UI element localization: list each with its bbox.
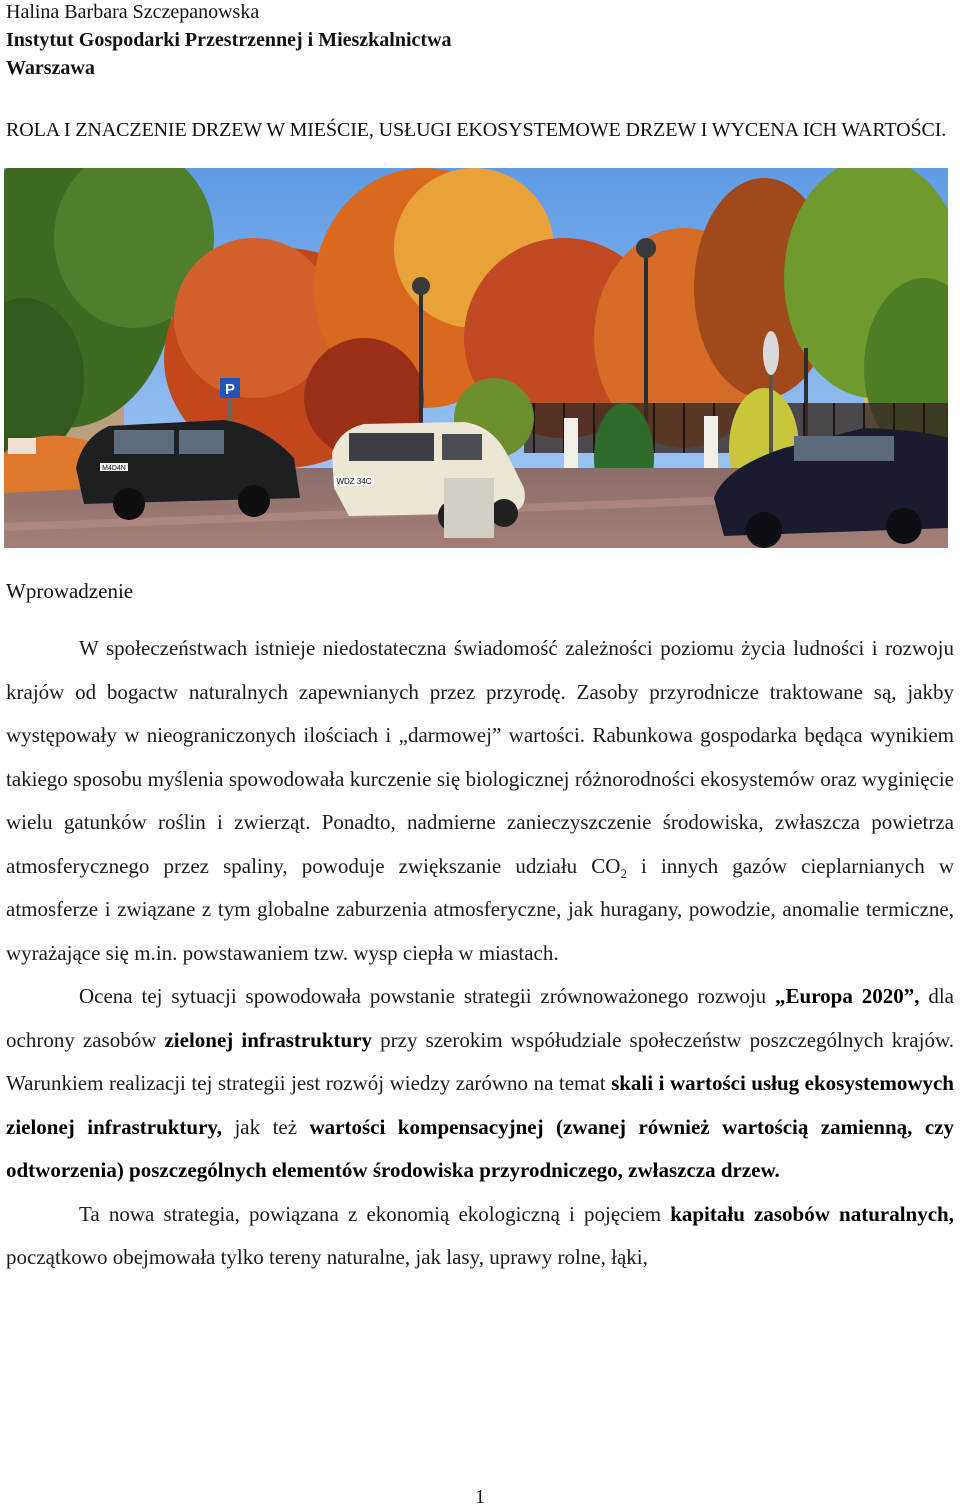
- paragraph: W społeczeństwach istnieje niedostateczna świadomość zależności poziomu życia ludności i rozwoju krajów od bogactw naturalnych zapewnianych przez przyrodę. Zasoby przyrodnicze traktowane są, jakby występowały w nieograniczonych ilościach i „darmowej” wartości. Rabunkowa gospodarka będąca wynikiem takiego sposobu myślenia spowodowała kurczenie się biologicznej różnorodności ekosystemów oraz wyginięcie wielu gatunków roślin i zwierząt. Ponadto, nadmierne zanieczyszczenie środowiska, zwłaszcza powietrza atmosferycznego przez spaliny, powoduje zwiększanie udziału $CO_2$ i innych gazów cieplarnianych w atmosferze i związane z tym globalne zaburzenia atmosferyczne, jak huragany, powodzie, anomalie termiczne, wyrażające się m.in. powstawaniem tzw. wysp ciepła w miastach.: [6, 636, 954, 965]
- author-name: Halina Barbara Szczepanowska: [6, 1, 260, 23]
- city-name: Warszawa: [6, 57, 95, 79]
- institute-name: Instytut Gospodarki Przestrzennej i Mieszkalnictwa: [6, 29, 452, 51]
- paragraph: Ta nowa strategia, powiązana z ekonomią ekologiczną i pojęciem kapitału zasobów naturalnych, początkowo obejmowała tylko tereny naturalne, jak lasy, uprawy rolne, łąki,: [6, 1201, 954, 1269]
- plate-dark-car: M4D4N: [102, 465, 126, 472]
- plate-white-car: WDZ 34C: [336, 477, 372, 486]
- body-text: [6, 627, 954, 1280]
- page-number: 1: [475, 1486, 485, 1508]
- parking-sign-letter: P: [224, 381, 236, 398]
- section-heading: Wprowadzenie: [6, 579, 134, 603]
- autumn-trees-parking-photo: [4, 168, 948, 548]
- document-title: ROLA I ZNACZENIE DRZEW W MIEŚCIE, USŁUGI EKOSYSTEMOWE DRZEW I WYCENA ICH WARTOŚCI.: [6, 119, 947, 141]
- paragraph: Ocena tej sytuacji spowodowała powstanie strategii zrównoważonego rozwoju „Europa 2020”, dla ochrony zasobów zielonej infrastruktury przy szerokim współudziale społeczeństw poszczególnych krajów. Warunkiem realizacji tej strategii jest rozwój wiedzy zarówno na temat skali i wartości usług ekosystemowych zielonej infrastruktury, jak też wartości kompensacyjnej (zwanej również wartością zamienną, czy odtworzenia) poszczególnych elementów środowiska przyrodniczego, zwłaszcza drzew.: [6, 984, 955, 1182]
